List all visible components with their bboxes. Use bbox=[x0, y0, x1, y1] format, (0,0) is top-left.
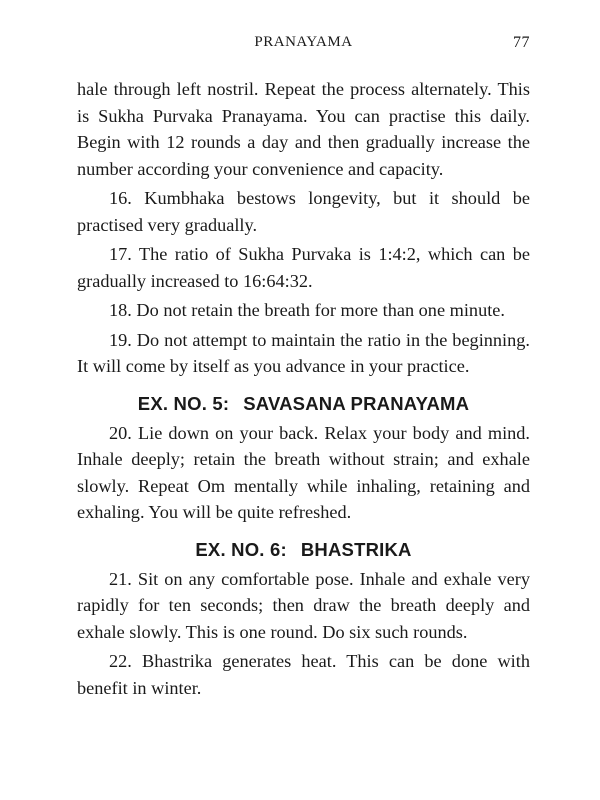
paragraph-19: 19. Do not attempt to maintain the ratio in the beginning. It will come by itself as you advance in your practice. bbox=[77, 329, 530, 376]
page-number: 77 bbox=[513, 34, 530, 51]
section-number-ex6: EX. NO. 6: bbox=[195, 538, 287, 560]
section-number-ex5: EX. NO. 5: bbox=[137, 392, 230, 414]
running-title: PRANAYAMA bbox=[254, 34, 353, 50]
body-text bbox=[77, 76, 530, 704]
section-heading-ex6 bbox=[77, 537, 530, 563]
paragraph-21: 21. Sit on any comfortable pose. Inhale and exhale very rapidly for ten seconds; then draw the breath deeply and exhale slowly. This is one round. Do six such rounds. bbox=[77, 568, 530, 642]
paragraph-17: 17. The ratio of Sukha Purvaka is 1:4:2, which can be gradually increased to 16:64:32. bbox=[77, 244, 530, 291]
paragraph-20: 20. Lie down on your back. Relax your body and mind. Inhale deeply; retain the breath without strain; and exhale slowly. Repeat Om mentally while inhaling, retaining and exhaling. You will be quite refreshed. bbox=[77, 422, 530, 522]
running-head bbox=[77, 34, 530, 54]
paragraph-18: 18. Do not retain the breath for more than one minute. bbox=[109, 300, 505, 320]
paragraph-continuation: hale through left nostril. Repeat the process alternately. This is Sukha Purvaka Pranayama. You can practise this daily. Begin with 12 rounds a day and then gradually increase the number according your convenience and capacity. bbox=[77, 79, 530, 179]
section-title-ex5: SAVASANA PRANAYAMA bbox=[243, 392, 470, 414]
paragraph-16: 16. Kumbhaka bestows longevity, but it should be practised very gradually. bbox=[77, 188, 530, 235]
section-title-ex6: BHASTRIKA bbox=[300, 538, 412, 560]
paragraph-22: 22. Bhastrika generates heat. This can be done with benefit in winter. bbox=[77, 651, 530, 698]
section-heading-ex5 bbox=[77, 391, 530, 417]
